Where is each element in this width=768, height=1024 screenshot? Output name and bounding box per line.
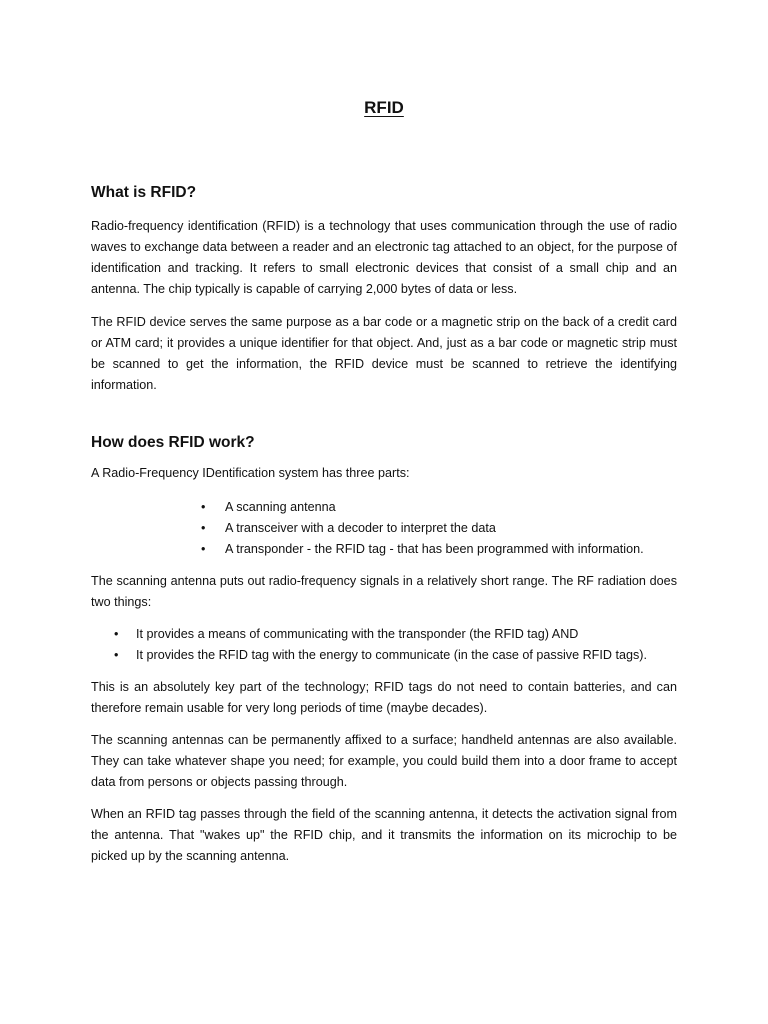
list-item: • A transceiver with a decoder to interpret the data (225, 518, 677, 539)
document-page (91, 94, 677, 867)
bullet-icon: • (201, 521, 206, 535)
list-item: • A transponder - the RFID tag - that has been programmed with information. (225, 539, 677, 560)
list-item: • It provides a means of communicating with the transponder (the RFID tag) AND (136, 624, 677, 645)
bullet-icon: • (114, 648, 119, 662)
bullet-icon: • (201, 542, 206, 556)
paragraph-system-parts-intro: A Radio-Frequency IDentification system has three parts: (91, 466, 410, 480)
paragraph-rf-radiation: The scanning antenna puts out radio-frequency signals in a relatively short range. The RF radiation does two things: (91, 574, 677, 609)
paragraph-tag-activation: When an RFID tag passes through the field of the scanning antenna, it detects the activation signal from the antenna. That "wakes up" the RFID chip, and it transmits the information on its microchip to be picked up by the scanning antenna. (91, 807, 677, 863)
document-title: RFID (364, 98, 404, 117)
list-item: • A scanning antenna (225, 497, 677, 518)
paragraph-scanning-antennas: The scanning antennas can be permanently affixed to a surface; handheld antennas are also available. They can take whatever shape you need; for example, you could build them into a door frame to accept data from persons or objects passing through. (91, 733, 677, 789)
bullet-icon: • (114, 627, 119, 641)
paragraph-rfid-definition: Radio-frequency identification (RFID) is a technology that uses communication through the use of radio waves to exchange data between a reader and an electronic tag attached to an object, for the purpose of identification and tracking. It refers to small electronic devices that consist of a small chip and an antenna. The chip typically is capable of carrying 2,000 bytes of data or less. (91, 219, 677, 296)
system-parts-list (91, 497, 677, 560)
list-item: • It provides the RFID tag with the energy to communicate (in the case of passive RFID tags). (136, 645, 677, 666)
bullet-icon: • (201, 500, 206, 514)
section-heading-what-is-rfid: What is RFID? (91, 184, 197, 201)
paragraph-rfid-purpose: The RFID device serves the same purpose as a bar code or a magnetic strip on the back of a credit card or ATM card; it provides a unique identifier for that object. And, just as a bar code or magnetic strip must be scanned to get the information, the RFID device must be scanned to retrieve the identifying information. (91, 315, 677, 392)
rf-functions-list (91, 624, 677, 666)
section-heading-how-rfid-works: How does RFID work? (91, 434, 255, 451)
paragraph-key-part: This is an absolutely key part of the technology; RFID tags do not need to contain batteries, and can therefore remain usable for very long periods of time (maybe decades). (91, 680, 677, 715)
